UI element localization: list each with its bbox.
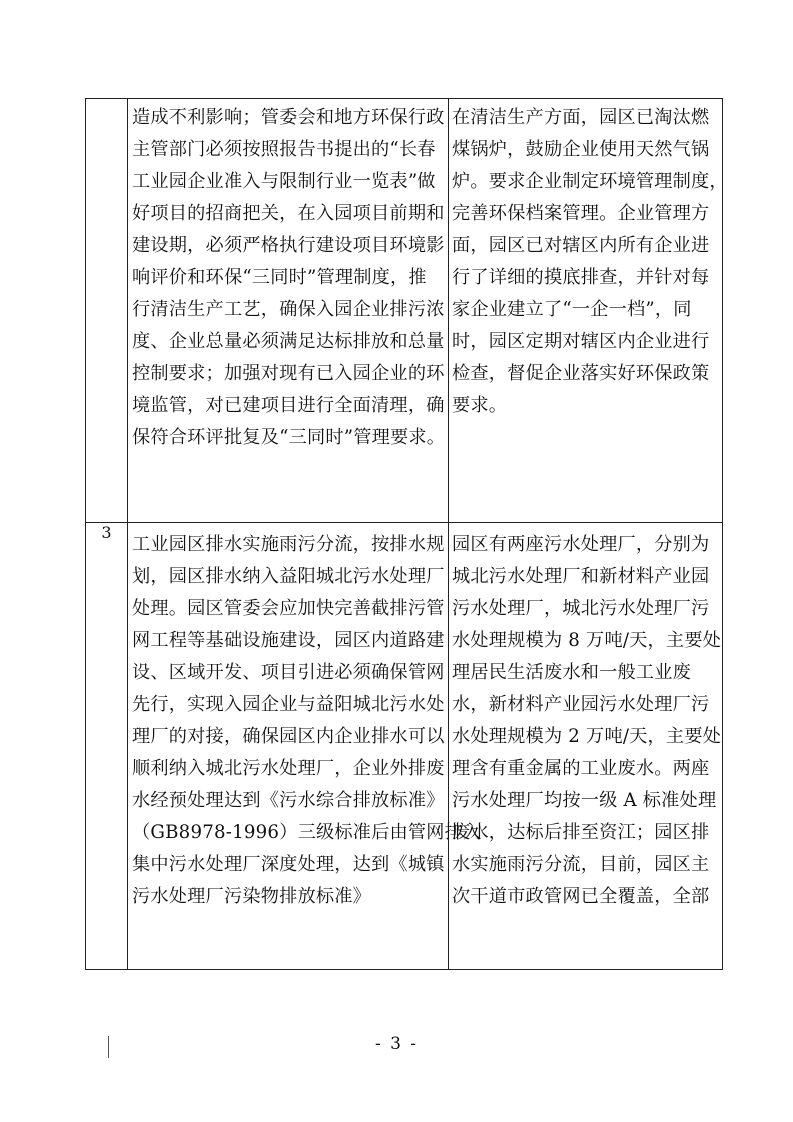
- status-text-line: 煤锅炉，鼓励企业使用天然气锅: [452, 139, 710, 160]
- requirement-text-line: 造成不利影响；管委会和地方环保行政: [132, 107, 445, 128]
- status-text-line: 污水处理厂，城北污水处理厂污: [452, 598, 710, 619]
- requirement-text-line: 处理。园区管委会应加快完善截排污管: [132, 598, 445, 619]
- status-text-line: 水，新材料产业园污水处理厂污: [452, 694, 710, 715]
- requirement-text-line: 先行，实现入园企业与益阳城北污水处: [132, 694, 445, 715]
- status-text-line: 要求。: [452, 395, 508, 416]
- implementation-status-cell: [449, 99, 728, 523]
- status-text-line: 水实施雨污分流，目前，园区主: [452, 854, 710, 875]
- requirement-text-line: 工业园区排水实施雨污分流，按排水规: [132, 534, 445, 555]
- row-number-cell: [86, 99, 128, 523]
- status-text-line: 完善环保档案管理。企业管理方: [452, 203, 710, 224]
- requirement-text-line: 控制要求；加强对现有已入园企业的环: [132, 363, 445, 384]
- status-text-line: 次干道市政管网已全覆盖，全部: [452, 886, 710, 907]
- page-number: - 3 -: [374, 1034, 419, 1054]
- requirement-text-line: 建设期，必须严格执行建设项目环境影: [132, 235, 445, 256]
- requirement-text-line: 响评价和环保“三同时”管理制度，推: [132, 267, 427, 288]
- status-text-line: 行了详细的摸底排查，并针对每: [452, 267, 710, 288]
- status-text-line: 家企业建立了“一企一档”，同: [452, 299, 692, 320]
- requirement-text-line: 好项目的招商把关，在入园项目前期和: [132, 203, 445, 224]
- status-text-line: 面，园区已对辖区内所有企业进: [452, 235, 710, 256]
- requirement-text-line: 主管部门必须按照报告书提出的“长春: [132, 139, 436, 160]
- requirement-text-line: 行清洁生产工艺，确保入园企业排污浓: [132, 299, 445, 320]
- status-text-line: 城北污水处理厂和新材料产业园: [452, 566, 710, 587]
- requirement-cell: [128, 99, 449, 523]
- row-number-cell: 3: [86, 523, 128, 970]
- requirement-cell: [128, 523, 482, 970]
- status-text-line: 污水处理厂均按一级 A 标准处理: [452, 790, 717, 811]
- requirement-text-line: 污水处理厂污染物排放标准》: [132, 886, 372, 907]
- status-text-line: 园区有两座污水处理厂，分别为: [452, 534, 710, 555]
- implementation-status-cell: [449, 523, 723, 970]
- status-text-line: 时，园区定期对辖区内企业进行: [452, 331, 710, 352]
- document-table: [85, 98, 728, 970]
- status-text-line: 检查，督促企业落实好环保政策: [452, 363, 710, 384]
- requirement-text-line: 集中污水处理厂深度处理，达到《城镇: [132, 854, 445, 875]
- requirement-text-line: 工业园企业准入与限制行业一览表”做: [132, 171, 436, 192]
- requirement-text-line: 水经预处理达到《污水综合排放标准》: [132, 790, 445, 811]
- status-text-line: 水处理规模为 8 万吨/天，主要处: [452, 630, 722, 651]
- status-text-line: 炉。要求企业制定环境管理制度，: [452, 171, 728, 192]
- status-text-line: 在清洁生产方面，园区已淘汰燃: [452, 107, 710, 128]
- requirement-text-line: 网工程等基础设施建设，园区内道路建: [132, 630, 445, 651]
- requirement-text-line: 理厂的对接，确保园区内企业排水可以: [132, 726, 445, 747]
- requirement-text-line: 设、区域开发、项目引进必须确保管网: [132, 662, 445, 683]
- requirement-text-line: 顺利纳入城北污水处理厂，企业外排废: [132, 758, 445, 779]
- table-row: [86, 523, 723, 970]
- requirement-text-line: 度、企业总量必须满足达标排放和总量: [132, 331, 445, 352]
- table-row: [86, 99, 723, 523]
- requirement-text-line: 境监管，对已建项目进行全面清理，确: [132, 395, 445, 416]
- status-text-line: 废水，达标后排至资江；园区排: [452, 822, 710, 843]
- status-text-line: 理含有重金属的工业废水。两座: [452, 758, 710, 779]
- status-text-line: 理居民生活废水和一般工业废: [452, 662, 692, 683]
- requirement-text-line: 保符合环评批复及“三同时”管理要求。: [132, 427, 446, 448]
- status-text-line: 水处理规模为 2 万吨/天，主要处: [452, 726, 722, 747]
- requirement-text-line: 划，园区排水纳入益阳城北污水处理厂: [132, 566, 445, 587]
- requirement-text-line: （GB8978-1996）三级标准后由管网排入: [132, 822, 482, 843]
